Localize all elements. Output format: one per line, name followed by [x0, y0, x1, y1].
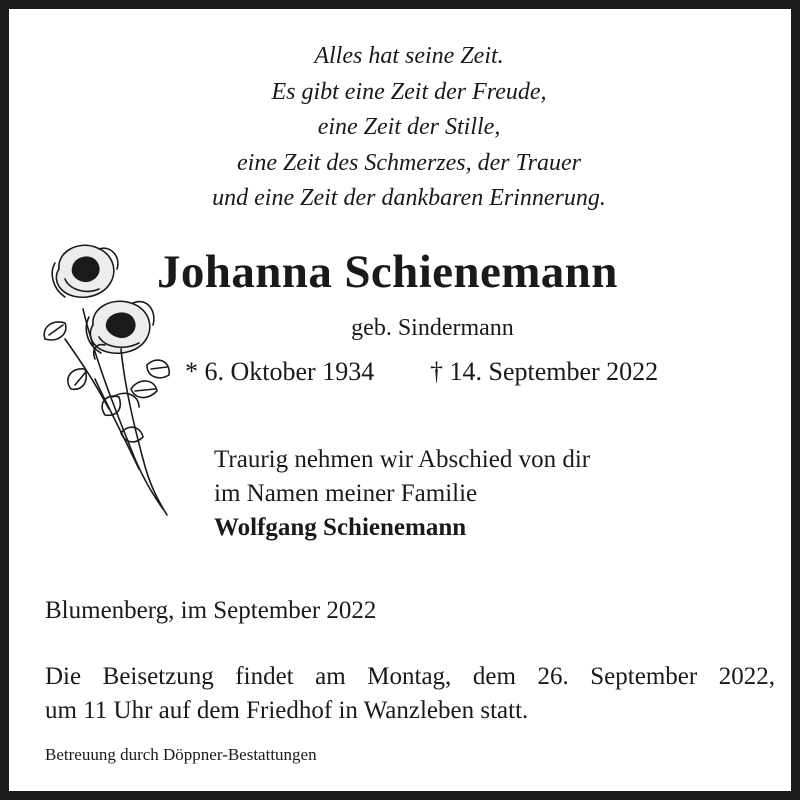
poem-line: eine Zeit des Schmerzes, der Trauer — [237, 149, 581, 176]
poem-line: Es gibt eine Zeit der Freude, — [271, 78, 547, 105]
place-date: Blumenberg, im September 2022 — [45, 597, 377, 624]
poem-line: und eine Zeit der dankbaren Erinnerung. — [212, 185, 606, 211]
mourning-line: im Namen meiner Familie — [214, 480, 478, 507]
funeral-line: um 11 Uhr auf dem Friedhof in Wanzleben statt. — [45, 697, 529, 724]
mourning-line: Traurig nehmen wir Abschied von dir — [214, 446, 591, 473]
poem-line: eine Zeit der Stille, — [317, 114, 501, 140]
funeral-details — [45, 660, 775, 728]
mourning-text — [214, 443, 590, 545]
undertaker-credit: Betreuung durch Döppner-Bestattungen — [45, 745, 317, 764]
poem-line: Alles hat seine Zeit. — [314, 43, 504, 69]
rose-illustration-icon — [35, 239, 175, 519]
mourner-name: Wolfgang Schienemann — [214, 514, 467, 541]
funeral-line: Die Beisetzung findet am Montag, dem 26. September 2022, — [45, 663, 775, 690]
birth-date: * 6. Oktober 1934 — [185, 357, 375, 386]
maiden-name: geb. Sindermann — [351, 315, 514, 341]
poem — [9, 39, 800, 217]
death-date: † 14. September 2022 — [430, 357, 659, 386]
deceased-name: Johanna Schienemann — [157, 246, 618, 298]
